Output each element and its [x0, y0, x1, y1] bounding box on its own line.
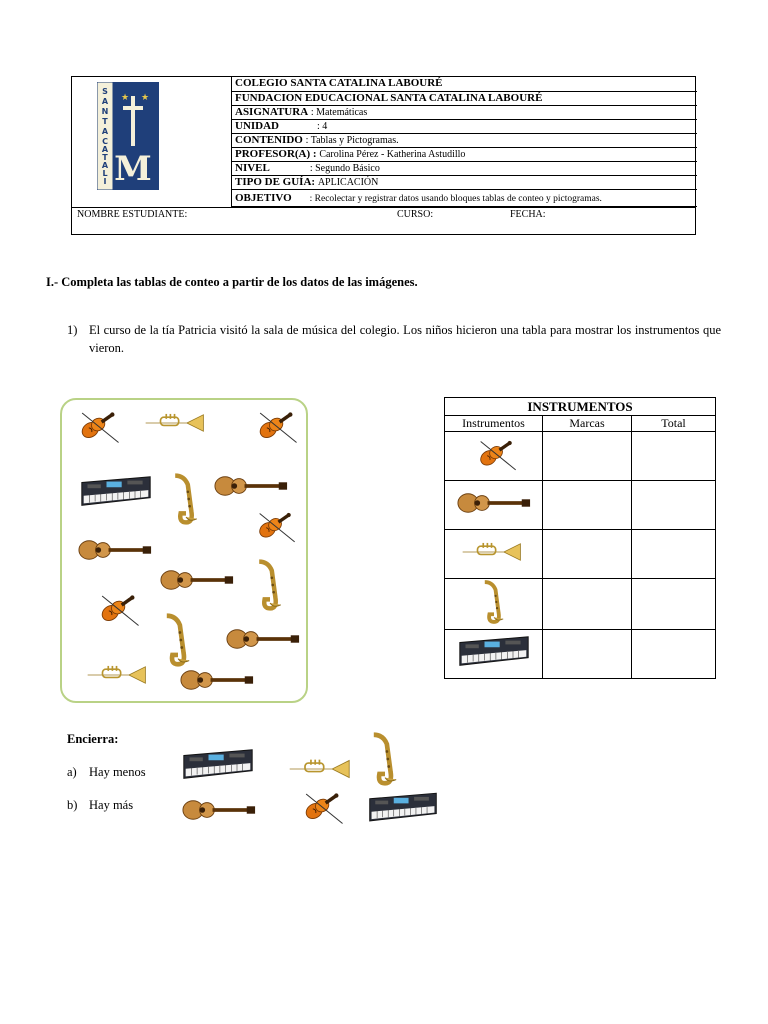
option-b-letter: b)	[67, 798, 78, 812]
svg-text:T: T	[102, 117, 108, 126]
saxophone-icon[interactable]	[362, 731, 408, 787]
content-row	[231, 134, 697, 148]
subject-value: : Matemáticas	[310, 107, 368, 118]
guide-type-label: TIPO DE GUÍA:	[235, 176, 316, 188]
svg-text:N: N	[101, 107, 109, 116]
saxophone-icon	[476, 579, 512, 625]
guitar-icon	[214, 472, 288, 500]
table-row	[445, 432, 716, 481]
student-row	[72, 207, 695, 222]
saxophone-icon	[156, 612, 200, 668]
level-row	[231, 162, 697, 176]
guide-type-value: APLICACIÓN	[317, 177, 379, 188]
total-cell[interactable]	[632, 530, 716, 579]
option-b-text: Hay más	[89, 798, 134, 812]
total-cell[interactable]	[632, 481, 716, 530]
row-instrument-cell	[445, 630, 543, 679]
table-row	[445, 530, 716, 579]
question-number: 1)	[67, 323, 78, 337]
table-row	[445, 579, 716, 630]
unit-value: : 4	[317, 121, 328, 132]
marcas-cell[interactable]	[543, 432, 632, 481]
student-name-label: NOMBRE ESTUDIANTE:	[77, 209, 188, 220]
table-row	[445, 630, 716, 679]
header-total: Total	[632, 416, 716, 432]
content-value: : Tablas y Pictogramas.	[305, 135, 399, 146]
objective-value: : Recolectar y registrar datos usando bloques tablas de conteo y pictogramas.	[309, 194, 602, 204]
header-marcas: Marcas	[543, 416, 632, 432]
content-label: CONTENIDO	[235, 134, 303, 146]
total-cell[interactable]	[632, 432, 716, 481]
svg-text:★: ★	[141, 93, 150, 103]
guitar-icon	[180, 666, 254, 694]
table-row	[445, 481, 716, 530]
svg-text:A: A	[101, 145, 109, 154]
question-text: El curso de la tía Patricia visitó la sala de música del colegio. Los niños hicieron una tabla para mostrar los instrumentos que vieron.	[89, 323, 721, 355]
instruments-table	[444, 397, 716, 679]
school-name: COLEGIO SANTA CATALINA LABOURÉ	[235, 77, 443, 89]
foundation-row	[231, 92, 697, 106]
trumpet-icon	[86, 662, 152, 688]
table-title: INSTRUMENTOS	[445, 398, 716, 416]
marcas-cell[interactable]	[543, 630, 632, 679]
level-label: NIVEL	[235, 162, 270, 174]
marcas-cell[interactable]	[543, 530, 632, 579]
trumpet-icon[interactable]	[288, 756, 356, 782]
violin-icon	[70, 403, 122, 449]
svg-text:M: M	[114, 149, 152, 189]
date-label: FECHA:	[510, 209, 546, 220]
keyboard-icon[interactable]	[180, 743, 256, 787]
total-cell[interactable]	[632, 630, 716, 679]
objective-label: OBJETIVO	[235, 192, 292, 204]
instruments-picture-frame	[60, 398, 308, 703]
objective-row	[231, 190, 697, 207]
violin-icon	[248, 504, 298, 548]
question-1	[67, 321, 721, 357]
violin-icon	[90, 586, 142, 632]
trumpet-icon	[461, 539, 527, 565]
header-box	[71, 76, 696, 235]
guitar-icon[interactable]	[182, 796, 256, 824]
violin-icon	[469, 432, 519, 476]
teacher-label: PROFESOR(A) :	[235, 148, 317, 160]
trumpet-icon	[144, 410, 210, 436]
school-logo	[97, 82, 159, 190]
saxophone-icon	[166, 472, 206, 526]
level-value: : Segundo Básico	[309, 163, 380, 174]
course-label: CURSO:	[397, 209, 434, 220]
option-a-letter: a)	[67, 765, 77, 779]
subject-label: ASIGNATURA	[235, 106, 309, 118]
svg-text:S: S	[102, 87, 108, 96]
row-instrument-cell	[445, 579, 543, 630]
guitar-icon	[78, 536, 152, 564]
guitar-icon	[160, 566, 234, 594]
svg-text:★: ★	[121, 93, 130, 103]
option-a-text: Hay menos	[89, 765, 146, 779]
svg-text:I: I	[103, 177, 107, 186]
svg-text:A: A	[101, 161, 109, 170]
saxophone-icon	[250, 558, 290, 612]
total-cell[interactable]	[632, 579, 716, 630]
violin-icon[interactable]	[294, 784, 346, 830]
unit-row	[231, 120, 697, 134]
guide-type-row	[231, 176, 697, 190]
teacher-value: Carolina Pérez - Katherina Astudillo	[319, 149, 466, 160]
svg-text:A: A	[101, 127, 109, 136]
svg-text:A: A	[101, 97, 109, 106]
foundation-name: FUNDACION EDUCACIONAL SANTA CATALINA LABOURÉ	[235, 92, 543, 104]
marcas-cell[interactable]	[543, 481, 632, 530]
subject-row	[231, 106, 697, 120]
keyboard-icon	[78, 472, 154, 512]
svg-text:C: C	[102, 137, 108, 146]
keyboard-icon	[456, 632, 532, 672]
keyboard-icon[interactable]	[366, 788, 440, 828]
row-instrument-cell	[445, 432, 543, 481]
svg-text:L: L	[102, 169, 108, 178]
encierra-title: Encierra:	[67, 732, 119, 746]
header-instrumentos: Instrumentos	[445, 416, 543, 432]
school-name-row	[231, 77, 697, 92]
svg-text:T: T	[102, 153, 108, 162]
guitar-icon	[457, 489, 531, 517]
guitar-icon	[226, 625, 300, 653]
section-title: I.- Completa las tablas de conteo a partir de los datos de las imágenes.	[46, 275, 418, 289]
row-instrument-cell	[445, 530, 543, 579]
marcas-cell[interactable]	[543, 579, 632, 630]
violin-icon	[248, 403, 300, 449]
row-instrument-cell	[445, 481, 543, 530]
teacher-row	[231, 148, 697, 162]
unit-label: UNIDAD	[235, 120, 279, 132]
